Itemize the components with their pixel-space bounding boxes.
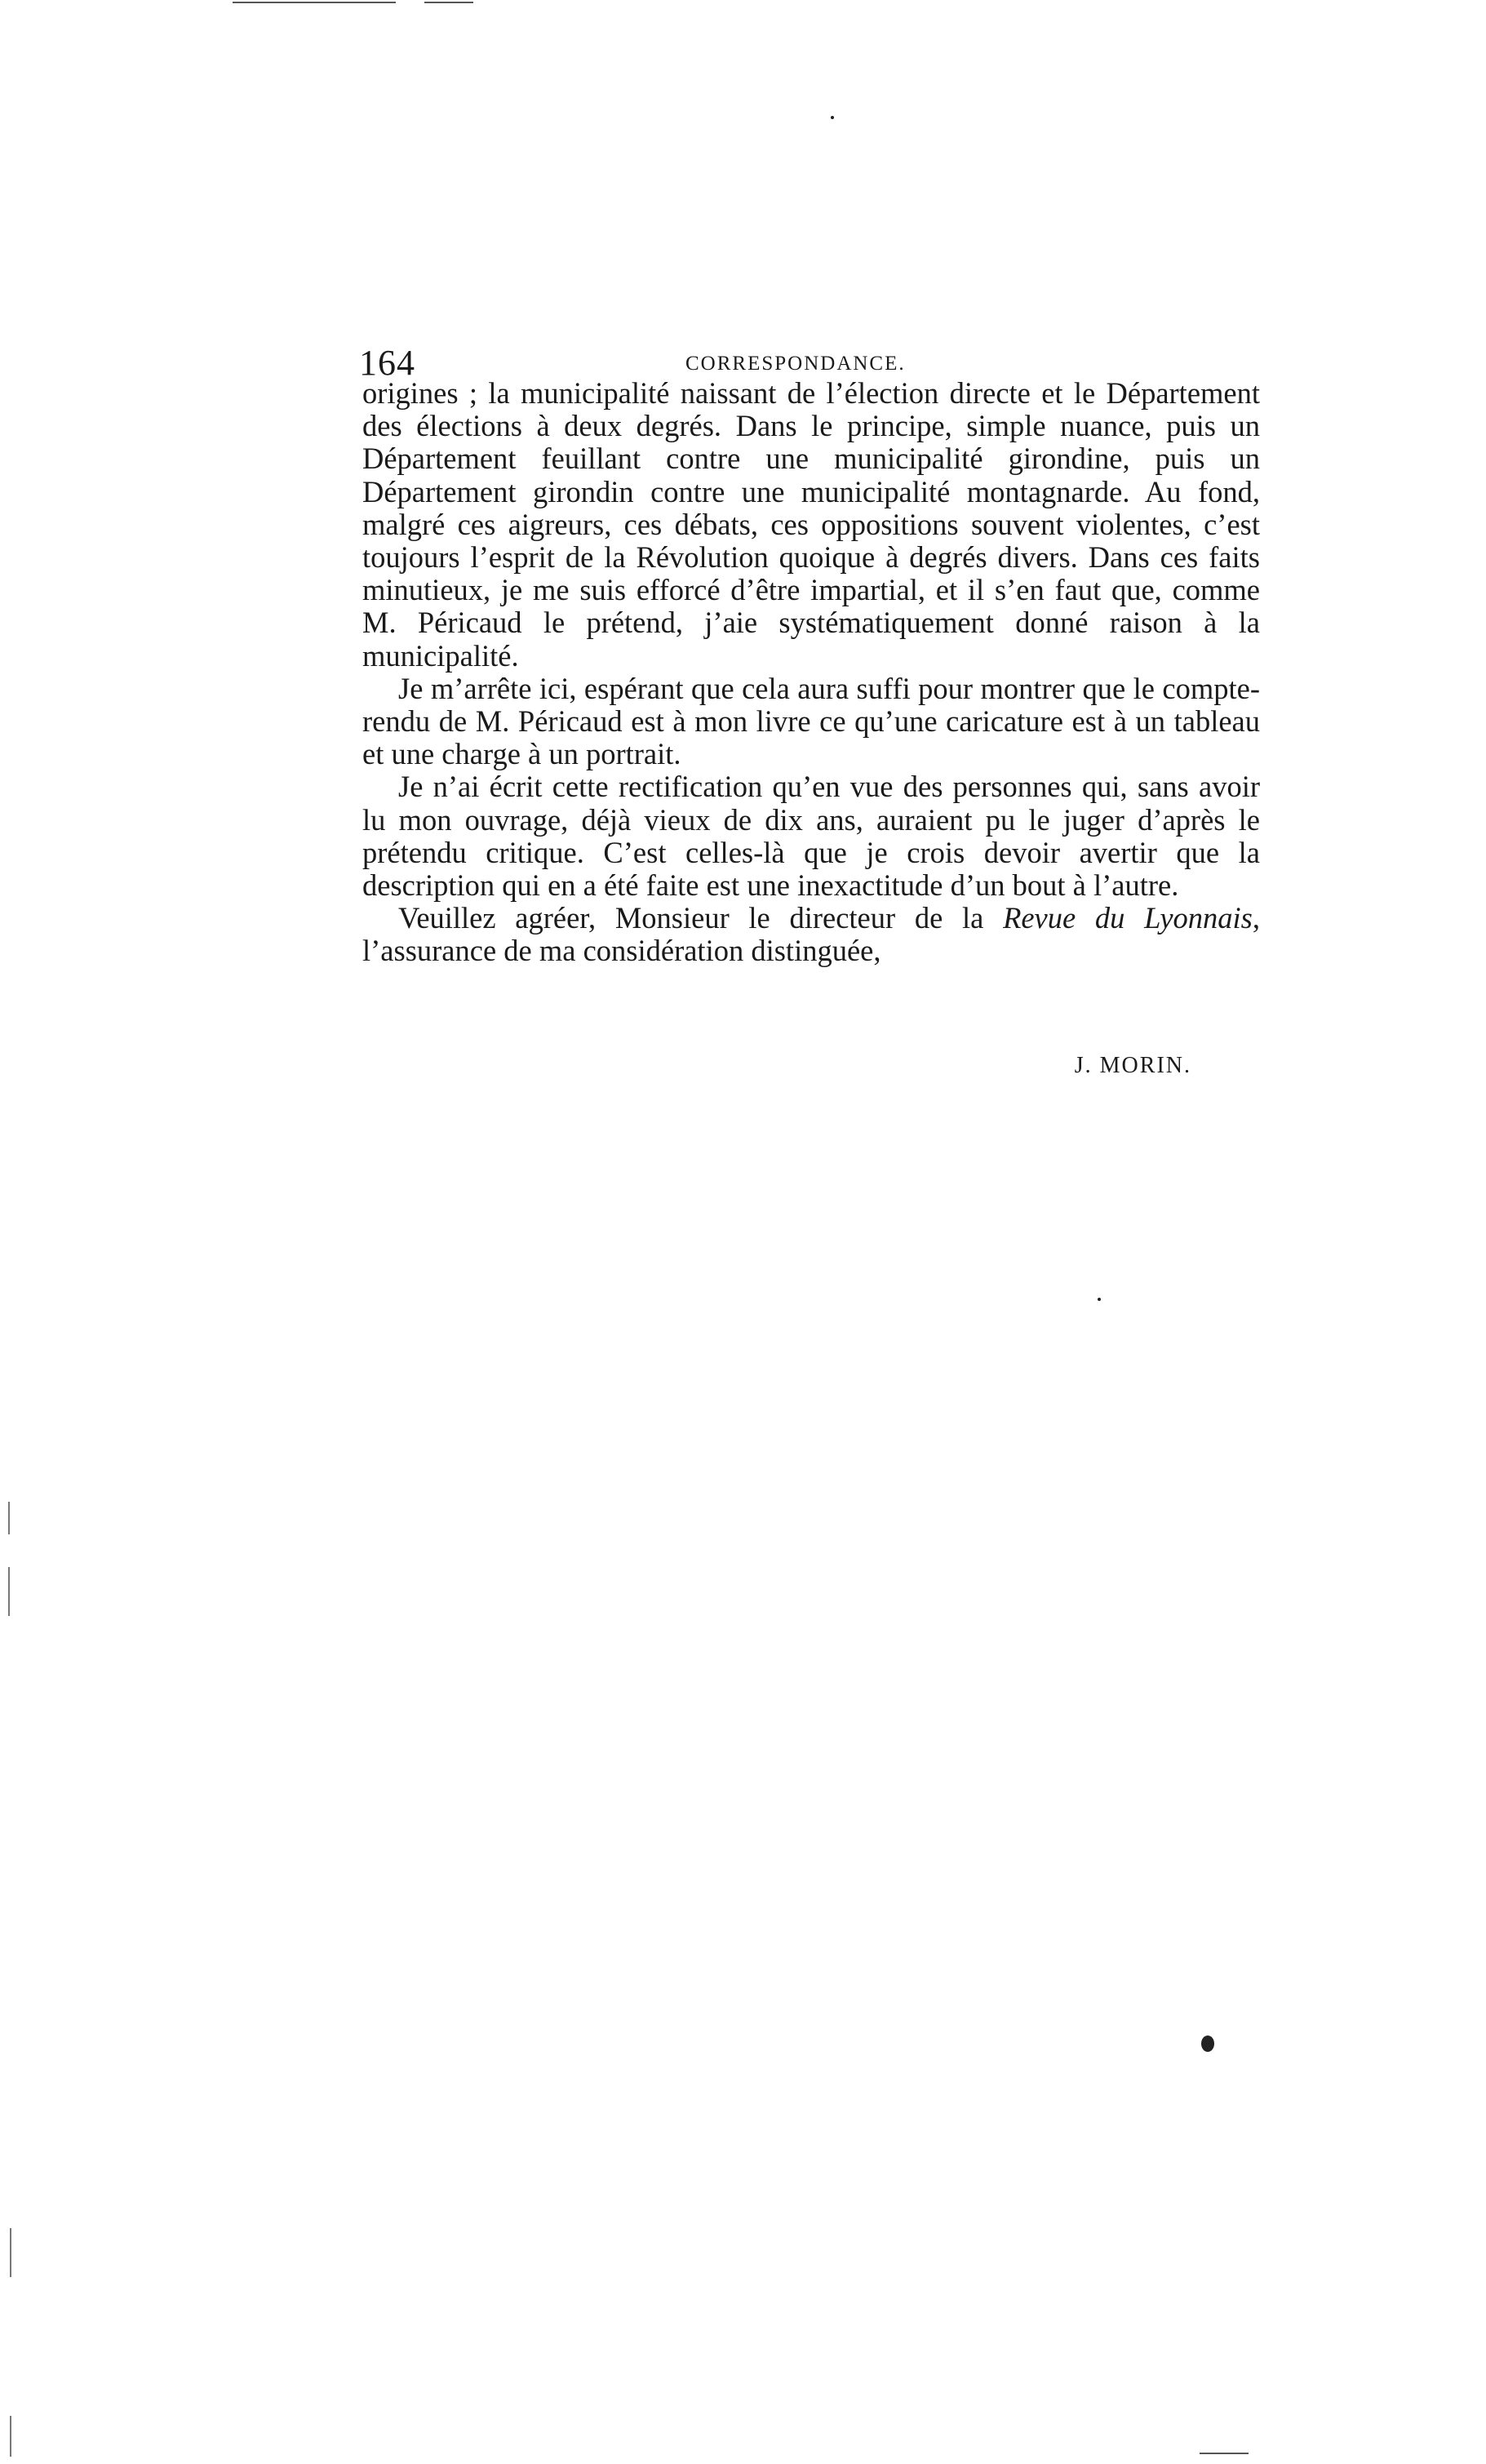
scan-edge-mark: [8, 1567, 10, 1616]
paragraph: Je n’ai écrit cette rectification qu’en vue des personnes qui, sans avoir lu mon ouvrage, déjà vieux de dix ans, auraient pu le juger d’après le prétendu critique. C’est celles-là que je crois devoir avertir que la description qui en a été faite est une inexactitude d’un bout à l’autre.: [362, 770, 1260, 903]
letter-body: [362, 377, 1260, 968]
scan-artifact-bottom-rule: [1200, 2453, 1249, 2454]
running-head-title: CORRESPONDANCE.: [685, 353, 906, 375]
closing-text-after: , l’assurance de ma considération distinguée,: [362, 901, 1260, 968]
closing-paragraph: [362, 902, 1260, 967]
paragraph: Je m’arrête ici, espérant que cela aura suffi pour montrer que le compte-rendu de M. Péricaud est à mon livre ce qu’une caricature est à un tableau et une charge à un portrait.: [362, 671, 1260, 771]
page-number: 164: [359, 343, 415, 383]
ink-speck: [1201, 2036, 1214, 2052]
scan-edge-mark: [10, 2416, 11, 2457]
signature: J. MORIN.: [1074, 1053, 1191, 1078]
scan-artifact-top-rule: [424, 2, 473, 3]
ink-speck: [831, 116, 834, 119]
scan-edge-mark: [8, 1502, 10, 1534]
scan-artifact-top-rule: [233, 2, 396, 3]
closing-text-before: Veuillez agréer, Monsieur le directeur de la: [398, 901, 1004, 935]
scan-edge-mark: [10, 2228, 11, 2277]
journal-title: Revue du Lyonnais: [1003, 901, 1253, 935]
ink-speck: [1098, 1298, 1101, 1301]
paragraph-continued: origines ; la municipalité naissant de l’élection directe et le Département des élections à deux degrés. Dans le principe, simple nuance, puis un Département feuillant contre une municipalité girondine, puis un Département girondin contre une municipalité montagnarde. Au fond, malgré ces aigreurs, ces débats, ces oppositions souvent violentes, c’est toujours l’esprit de la Révolution quoique à degrés divers. Dans ces faits minutieux, je me suis efforcé d’être impartial, et il s’en faut que, comme M. Péricaud le prétend, j’aie systématiquement donné raison à la municipalité.: [362, 376, 1260, 673]
